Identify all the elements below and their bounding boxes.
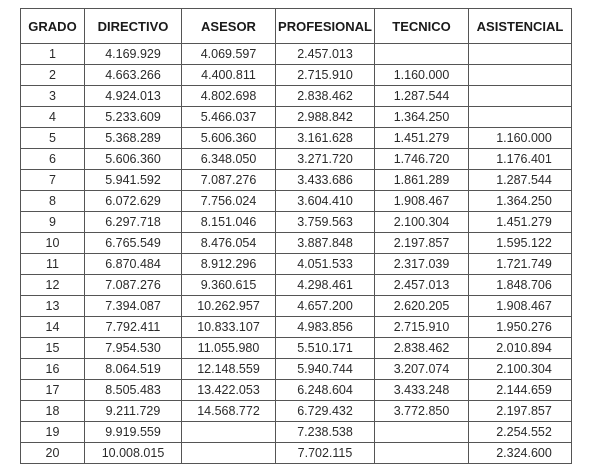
profesional-cell: 4.298.461 xyxy=(276,275,375,296)
profesional-cell: 2.715.910 xyxy=(276,65,375,86)
asistencial-cell: 2.144.659 xyxy=(469,380,572,401)
table-row xyxy=(21,191,572,212)
table-row xyxy=(21,44,572,65)
tecnico-cell: 3.772.850 xyxy=(375,401,469,422)
grado-cell: 17 xyxy=(21,380,85,401)
asistencial-cell: 1.160.000 xyxy=(469,128,572,149)
asistencial-cell: 1.176.401 xyxy=(469,149,572,170)
table-row xyxy=(21,65,572,86)
table-row xyxy=(21,149,572,170)
asistencial-cell: 1.950.276 xyxy=(469,317,572,338)
grado-cell: 3 xyxy=(21,86,85,107)
table-row xyxy=(21,401,572,422)
grado-cell: 10 xyxy=(21,233,85,254)
grado-cell: 1 xyxy=(21,44,85,65)
tecnico-cell xyxy=(375,422,469,443)
asesor-cell: 6.348.050 xyxy=(182,149,276,170)
profesional-cell: 5.510.171 xyxy=(276,338,375,359)
salary-scale-table xyxy=(20,8,572,464)
grado-cell: 14 xyxy=(21,317,85,338)
asesor-cell: 13.422.053 xyxy=(182,380,276,401)
directivo-cell: 4.169.929 xyxy=(85,44,182,65)
asistencial-cell xyxy=(469,65,572,86)
table-body xyxy=(21,44,572,464)
directivo-cell: 9.211.729 xyxy=(85,401,182,422)
profesional-cell: 3.604.410 xyxy=(276,191,375,212)
table-row xyxy=(21,128,572,149)
directivo-cell: 4.924.013 xyxy=(85,86,182,107)
grado-cell: 11 xyxy=(21,254,85,275)
profesional-cell: 7.238.538 xyxy=(276,422,375,443)
asesor-cell: 11.055.980 xyxy=(182,338,276,359)
asesor-cell: 9.360.615 xyxy=(182,275,276,296)
profesional-cell: 2.838.462 xyxy=(276,86,375,107)
profesional-cell: 4.657.200 xyxy=(276,296,375,317)
grado-cell: 20 xyxy=(21,443,85,464)
tecnico-cell: 2.457.013 xyxy=(375,275,469,296)
asesor-cell xyxy=(182,443,276,464)
grado-cell: 18 xyxy=(21,401,85,422)
grado-cell: 5 xyxy=(21,128,85,149)
table-row xyxy=(21,275,572,296)
tecnico-cell: 1.451.279 xyxy=(375,128,469,149)
directivo-cell: 8.505.483 xyxy=(85,380,182,401)
grado-cell: 15 xyxy=(21,338,85,359)
table-row xyxy=(21,443,572,464)
profesional-cell: 3.161.628 xyxy=(276,128,375,149)
directivo-cell: 7.394.087 xyxy=(85,296,182,317)
directivo-cell: 6.072.629 xyxy=(85,191,182,212)
asistencial-cell: 1.595.122 xyxy=(469,233,572,254)
tecnico-cell: 2.620.205 xyxy=(375,296,469,317)
table-row xyxy=(21,422,572,443)
grado-cell: 2 xyxy=(21,65,85,86)
header-asesor: ASESOR xyxy=(182,9,276,44)
asesor-cell: 14.568.772 xyxy=(182,401,276,422)
asistencial-cell: 1.451.279 xyxy=(469,212,572,233)
tecnico-cell: 3.207.074 xyxy=(375,359,469,380)
table-row xyxy=(21,107,572,128)
header-profesional: PROFESIONAL xyxy=(276,9,375,44)
header-directivo: DIRECTIVO xyxy=(85,9,182,44)
asesor-cell: 4.069.597 xyxy=(182,44,276,65)
asistencial-cell xyxy=(469,107,572,128)
tecnico-cell: 2.317.039 xyxy=(375,254,469,275)
directivo-cell: 5.233.609 xyxy=(85,107,182,128)
asistencial-cell xyxy=(469,86,572,107)
profesional-cell: 3.759.563 xyxy=(276,212,375,233)
grado-cell: 7 xyxy=(21,170,85,191)
header-asistencial: ASISTENCIAL xyxy=(469,9,572,44)
asistencial-cell: 1.848.706 xyxy=(469,275,572,296)
directivo-cell: 5.606.360 xyxy=(85,149,182,170)
directivo-cell: 10.008.015 xyxy=(85,443,182,464)
profesional-cell: 6.729.432 xyxy=(276,401,375,422)
table-row xyxy=(21,233,572,254)
asesor-cell: 8.476.054 xyxy=(182,233,276,254)
directivo-cell: 7.954.530 xyxy=(85,338,182,359)
table-row xyxy=(21,296,572,317)
table-row xyxy=(21,359,572,380)
directivo-cell: 4.663.266 xyxy=(85,65,182,86)
table-row xyxy=(21,317,572,338)
grado-cell: 6 xyxy=(21,149,85,170)
asesor-cell: 8.912.296 xyxy=(182,254,276,275)
tecnico-cell: 1.364.250 xyxy=(375,107,469,128)
asesor-cell: 5.606.360 xyxy=(182,128,276,149)
asistencial-cell: 2.197.857 xyxy=(469,401,572,422)
profesional-cell: 3.887.848 xyxy=(276,233,375,254)
asistencial-cell: 1.908.467 xyxy=(469,296,572,317)
profesional-cell: 2.457.013 xyxy=(276,44,375,65)
grado-cell: 9 xyxy=(21,212,85,233)
table-row xyxy=(21,212,572,233)
tecnico-cell: 3.433.248 xyxy=(375,380,469,401)
asistencial-cell: 2.010.894 xyxy=(469,338,572,359)
asesor-cell: 5.466.037 xyxy=(182,107,276,128)
table-header-row xyxy=(21,9,572,44)
salary-scale-table-container xyxy=(20,8,572,464)
tecnico-cell: 1.287.544 xyxy=(375,86,469,107)
directivo-cell: 8.064.519 xyxy=(85,359,182,380)
grado-cell: 8 xyxy=(21,191,85,212)
grado-cell: 4 xyxy=(21,107,85,128)
directivo-cell: 5.368.289 xyxy=(85,128,182,149)
directivo-cell: 9.919.559 xyxy=(85,422,182,443)
directivo-cell: 6.870.484 xyxy=(85,254,182,275)
profesional-cell: 5.940.744 xyxy=(276,359,375,380)
profesional-cell: 3.433.686 xyxy=(276,170,375,191)
tecnico-cell: 1.746.720 xyxy=(375,149,469,170)
tecnico-cell: 1.908.467 xyxy=(375,191,469,212)
profesional-cell: 4.051.533 xyxy=(276,254,375,275)
profesional-cell: 3.271.720 xyxy=(276,149,375,170)
directivo-cell: 7.792.411 xyxy=(85,317,182,338)
asistencial-cell: 1.364.250 xyxy=(469,191,572,212)
header-tecnico: TECNICO xyxy=(375,9,469,44)
tecnico-cell xyxy=(375,443,469,464)
profesional-cell: 4.983.856 xyxy=(276,317,375,338)
grado-cell: 16 xyxy=(21,359,85,380)
table-row xyxy=(21,170,572,191)
directivo-cell: 5.941.592 xyxy=(85,170,182,191)
tecnico-cell: 2.838.462 xyxy=(375,338,469,359)
asesor-cell: 10.833.107 xyxy=(182,317,276,338)
directivo-cell: 7.087.276 xyxy=(85,275,182,296)
asistencial-cell: 2.254.552 xyxy=(469,422,572,443)
asistencial-cell xyxy=(469,44,572,65)
directivo-cell: 6.297.718 xyxy=(85,212,182,233)
asesor-cell: 4.400.811 xyxy=(182,65,276,86)
table-row xyxy=(21,380,572,401)
tecnico-cell: 1.160.000 xyxy=(375,65,469,86)
asesor-cell: 4.802.698 xyxy=(182,86,276,107)
asesor-cell: 8.151.046 xyxy=(182,212,276,233)
asesor-cell: 7.087.276 xyxy=(182,170,276,191)
tecnico-cell: 1.861.289 xyxy=(375,170,469,191)
asesor-cell: 12.148.559 xyxy=(182,359,276,380)
table-row xyxy=(21,86,572,107)
table-row xyxy=(21,338,572,359)
tecnico-cell: 2.715.910 xyxy=(375,317,469,338)
asesor-cell: 10.262.957 xyxy=(182,296,276,317)
profesional-cell: 6.248.604 xyxy=(276,380,375,401)
asesor-cell: 7.756.024 xyxy=(182,191,276,212)
grado-cell: 12 xyxy=(21,275,85,296)
tecnico-cell: 2.197.857 xyxy=(375,233,469,254)
asistencial-cell: 1.287.544 xyxy=(469,170,572,191)
header-grado: GRADO xyxy=(21,9,85,44)
asistencial-cell: 2.100.304 xyxy=(469,359,572,380)
profesional-cell: 7.702.115 xyxy=(276,443,375,464)
table-row xyxy=(21,254,572,275)
grado-cell: 19 xyxy=(21,422,85,443)
asesor-cell xyxy=(182,422,276,443)
asistencial-cell: 2.324.600 xyxy=(469,443,572,464)
tecnico-cell xyxy=(375,44,469,65)
tecnico-cell: 2.100.304 xyxy=(375,212,469,233)
directivo-cell: 6.765.549 xyxy=(85,233,182,254)
asistencial-cell: 1.721.749 xyxy=(469,254,572,275)
grado-cell: 13 xyxy=(21,296,85,317)
profesional-cell: 2.988.842 xyxy=(276,107,375,128)
